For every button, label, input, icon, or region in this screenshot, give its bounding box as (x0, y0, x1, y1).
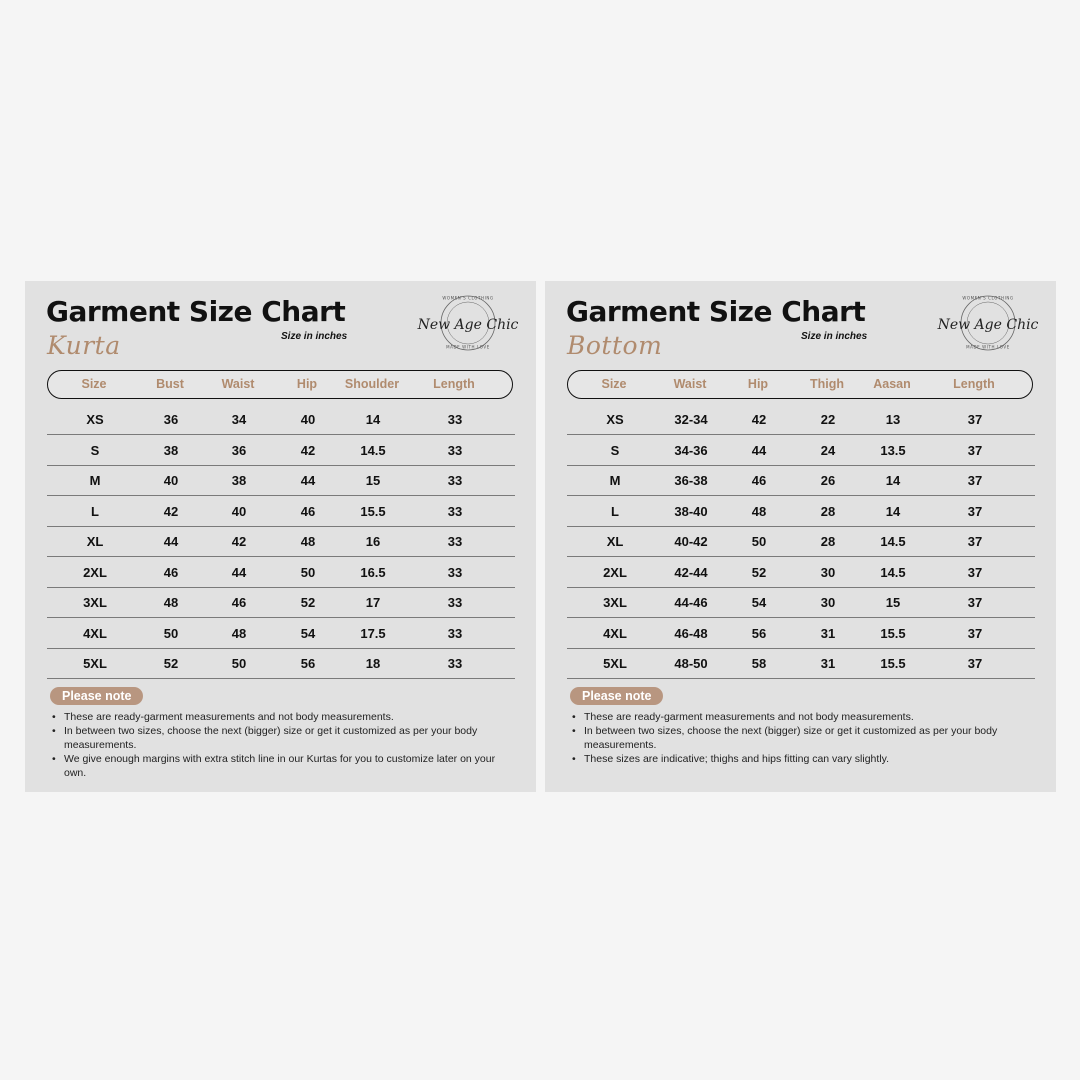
cell-length: 37 (967, 442, 983, 458)
table-row (567, 618, 1035, 649)
cell-length: 33 (447, 656, 463, 671)
note-item: • These are ready-garment measurements and not body measurements. (49, 710, 519, 724)
table-row (567, 648, 1035, 679)
cell-thigh: 24 (820, 442, 836, 458)
cell-size: S (610, 442, 620, 458)
cell-size: 5XL (83, 656, 107, 671)
cell-hip: 46 (300, 503, 316, 519)
cell-length: 33 (447, 564, 463, 580)
cell-waist: 46 (231, 595, 247, 610)
table-row (567, 526, 1035, 557)
cell-hip: 52 (300, 595, 316, 610)
cell-waist: 34 (231, 412, 247, 427)
cell-size: S (90, 442, 100, 458)
table-row (47, 404, 515, 435)
cell-size: 5XL (603, 656, 627, 671)
note-item: • These sizes are indicative; thighs and hips fitting can vary slightly. (569, 752, 1039, 766)
cell-size: L (91, 503, 99, 519)
table-row (567, 587, 1035, 618)
cell-hip: 52 (751, 564, 767, 580)
cell-waist: 48 (231, 625, 247, 641)
cell-length: 33 (447, 625, 463, 641)
table-row (47, 648, 515, 679)
cell-length: 37 (967, 595, 983, 610)
cell-waist: 42-44 (674, 564, 708, 580)
cell-hip: 42 (300, 442, 316, 458)
cell-size: 3XL (603, 595, 627, 610)
table-row (47, 587, 515, 618)
cell-length: 33 (447, 412, 463, 427)
chart-title: Garment Size Chart (566, 295, 866, 328)
table-row (567, 465, 1035, 496)
cell-bust: 42 (163, 503, 179, 519)
cell-hip: 56 (300, 656, 316, 671)
svg-text:MADE WITH LOVE: MADE WITH LOVE (966, 344, 1010, 350)
cell-waist: 40 (231, 503, 247, 519)
cell-length: 37 (967, 656, 983, 671)
chart-title: Garment Size Chart (46, 295, 346, 328)
kurta-size-chart-card (25, 281, 536, 792)
cell-size: XL (86, 534, 104, 549)
brand-logo (933, 293, 1043, 353)
cell-shoulder: 17.5 (360, 625, 386, 641)
cell-hip: 54 (300, 625, 316, 641)
cell-length: 37 (967, 412, 983, 427)
cell-shoulder: 18 (365, 656, 381, 671)
column-header-length: Length (953, 377, 995, 391)
cell-thigh: 28 (820, 534, 836, 549)
column-header-waist: Waist (673, 377, 707, 391)
cell-waist: 36-38 (674, 473, 708, 488)
cell-bust: 46 (163, 564, 179, 580)
notes-list (569, 710, 1039, 766)
cell-waist: 48-50 (674, 656, 708, 671)
table-row (47, 496, 515, 527)
cell-shoulder: 16 (365, 534, 381, 549)
table-row (47, 557, 515, 588)
cell-size: 4XL (83, 625, 107, 641)
table-row (47, 435, 515, 466)
cell-bust: 40 (163, 473, 179, 488)
chart-subtitle: Bottom (567, 331, 663, 360)
column-header-bust: Bust (156, 377, 184, 391)
table-row (567, 557, 1035, 588)
table-header (47, 370, 513, 399)
column-header-hip: Hip (296, 377, 318, 391)
table-row (47, 526, 515, 557)
cell-thigh: 26 (820, 473, 836, 488)
cell-bust: 48 (163, 595, 179, 610)
cell-aasan: 14.5 (880, 534, 906, 549)
column-header-waist: Waist (221, 377, 255, 391)
cell-size: XL (606, 534, 624, 549)
cell-size: M (89, 473, 101, 488)
cell-aasan: 14 (885, 473, 901, 488)
cell-length: 33 (447, 595, 463, 610)
cell-bust: 38 (163, 442, 179, 458)
cell-hip: 44 (751, 442, 767, 458)
cell-hip: 48 (751, 503, 767, 519)
cell-length: 33 (447, 534, 463, 549)
column-header-size: Size (81, 377, 107, 391)
cell-size: 2XL (603, 564, 627, 580)
cell-waist: 36 (231, 442, 247, 458)
cell-waist: 46-48 (674, 625, 708, 641)
cell-waist: 44 (231, 564, 247, 580)
brand-logo (413, 293, 523, 353)
cell-size: M (609, 473, 621, 488)
table-row (47, 465, 515, 496)
cell-hip: 44 (300, 473, 316, 488)
bottom-size-chart-card (545, 281, 1056, 792)
please-note-badge: Please note (50, 687, 143, 705)
cell-hip: 40 (300, 412, 316, 427)
cell-thigh: 31 (820, 625, 836, 641)
cell-hip: 54 (751, 595, 767, 610)
cell-aasan: 15.5 (880, 656, 906, 671)
cell-hip: 42 (751, 412, 767, 427)
cell-length: 37 (967, 473, 983, 488)
brand-logo-text: New Age Chic (417, 317, 519, 333)
cell-hip: 48 (300, 534, 316, 549)
cell-hip: 50 (751, 534, 767, 549)
note-item: • In between two sizes, choose the next (bigger) size or get it customized as per your body measurements. (569, 724, 1039, 752)
cell-thigh: 31 (820, 656, 836, 671)
cell-aasan: 13.5 (880, 442, 906, 458)
cell-waist: 38 (231, 473, 247, 488)
cell-bust: 44 (163, 534, 179, 549)
cell-bust: 52 (163, 656, 179, 671)
unit-note: Size in inches (281, 331, 348, 342)
table-row (47, 618, 515, 649)
cell-bust: 50 (163, 625, 179, 641)
column-header-thigh: Thigh (809, 377, 845, 391)
cell-aasan: 14 (885, 503, 901, 519)
cell-length: 37 (967, 564, 983, 580)
cell-shoulder: 15.5 (360, 503, 386, 519)
cell-length: 33 (447, 473, 463, 488)
cell-length: 37 (967, 503, 983, 519)
note-item: • In between two sizes, choose the next (bigger) size or get it customized as per your body measurements. (49, 724, 519, 752)
cell-length: 33 (447, 442, 463, 458)
table-row (567, 435, 1035, 466)
brand-logo-text: New Age Chic (937, 317, 1039, 333)
cell-waist: 32-34 (674, 412, 708, 427)
column-header-shoulder: Shoulder (344, 377, 400, 391)
cell-thigh: 30 (820, 564, 836, 580)
note-item: • These are ready-garment measurements and not body measurements. (569, 710, 1039, 724)
column-header-length: Length (433, 377, 475, 391)
cell-size: 3XL (83, 595, 107, 610)
cell-length: 33 (447, 503, 463, 519)
cell-bust: 36 (163, 412, 179, 427)
chart-subtitle: Kurta (47, 331, 121, 360)
svg-text:WOMEN'S CLOTHING: WOMEN'S CLOTHING (442, 295, 494, 301)
notes-list (49, 710, 519, 780)
cell-shoulder: 14 (365, 412, 381, 427)
cell-shoulder: 17 (365, 595, 381, 610)
cell-size: XS (606, 412, 624, 427)
svg-text:WOMEN'S CLOTHING: WOMEN'S CLOTHING (962, 295, 1014, 301)
cell-waist: 40-42 (674, 534, 708, 549)
cell-size: 2XL (83, 564, 107, 580)
cell-thigh: 30 (820, 595, 836, 610)
cell-length: 37 (967, 625, 983, 641)
cell-aasan: 15.5 (880, 625, 906, 641)
svg-text:MADE WITH LOVE: MADE WITH LOVE (446, 344, 490, 350)
column-header-hip: Hip (747, 377, 769, 391)
unit-note: Size in inches (801, 331, 868, 342)
cell-size: 4XL (603, 625, 627, 641)
table-header (567, 370, 1033, 399)
please-note-badge: Please note (570, 687, 663, 705)
cell-hip: 46 (751, 473, 767, 488)
cell-waist: 44-46 (674, 595, 708, 610)
cell-length: 37 (967, 534, 983, 549)
cell-shoulder: 15 (365, 473, 381, 488)
cell-hip: 56 (751, 625, 767, 641)
cell-aasan: 13 (885, 412, 901, 427)
note-item: • We give enough margins with extra stitch line in our Kurtas for you to customize later on your own. (49, 752, 519, 780)
cell-waist: 50 (231, 656, 247, 671)
cell-waist: 42 (231, 534, 247, 549)
cell-size: L (611, 503, 619, 519)
cell-aasan: 14.5 (880, 564, 906, 580)
cell-shoulder: 16.5 (360, 564, 386, 580)
cell-thigh: 28 (820, 503, 836, 519)
column-header-size: Size (601, 377, 627, 391)
column-header-aasan: Aasan (873, 377, 911, 391)
cell-hip: 58 (751, 656, 767, 671)
cell-waist: 34-36 (674, 442, 708, 458)
cell-hip: 50 (300, 564, 316, 580)
cell-waist: 38-40 (674, 503, 708, 519)
cell-size: XS (86, 412, 104, 427)
cell-thigh: 22 (820, 412, 836, 427)
cell-aasan: 15 (885, 595, 901, 610)
cell-shoulder: 14.5 (360, 442, 386, 458)
table-row (567, 404, 1035, 435)
table-row (567, 496, 1035, 527)
